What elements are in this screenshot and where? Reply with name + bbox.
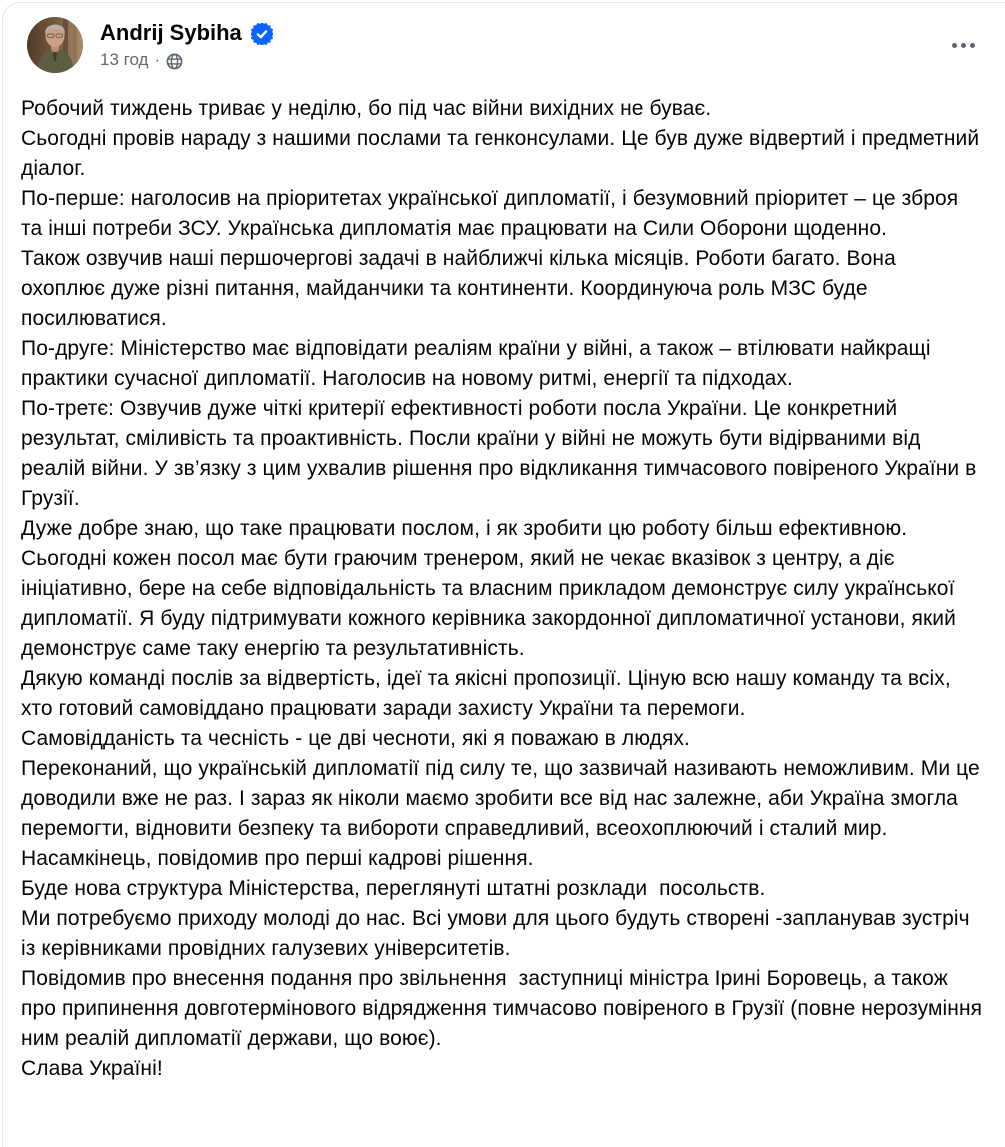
profile-avatar[interactable]: [27, 17, 83, 73]
post-paragraph: Насамкінець, повідомив про перші кадрові рішення.: [21, 847, 534, 870]
post-text: [3, 73, 1005, 1084]
ellipsis-dot: [952, 43, 957, 48]
post-paragraph: Дякую команді послів за відвертість, ідеї та якісні пропозиції. Ціную всю нашу команду та всіх, хто готовий самовіддано працювати заради захисту України та перемоги.: [21, 667, 957, 720]
post-paragraph: Сьогодні кожен посол має бути граючим тренером, який не чекає вказівок з центру, а діє ініціативно, бере на себе відповідальність та власним прикладом демонструє силу української дипломатії. Я буду підтримувати кожного керівника закордонної дипломатичної установи, який демонструє саме таку енергію та результативність.: [21, 547, 962, 660]
post-paragraph: Сьогодні провів нараду з нашими послами та генконсулами. Це був дуже відвертий і предметний діалог.: [21, 127, 986, 180]
post-paragraph: Слава Україні!: [21, 1057, 163, 1080]
post-paragraph: Переконаний, що українській дипломатії під силу те, що зазвичай називають неможливим. Ми це доводили вже не раз. І зараз як ніколи маємо зробити все від нас залежне, аби Україна змогла перемогти, відновити безпеку та вибороти справедливий, всеохоплюючий і сталий мир.: [21, 757, 986, 840]
post-paragraph: По-третє: Озвучив дуже чіткі критерії ефективності роботи посла України. Це конкретний результат, сміливість та проактивність. Посли країни у війні не можуть бути відірваними від реалій війни. У зв’язку з цим ухвалив рішення про відкликання тимчасового повіреного України в Грузії.: [21, 397, 983, 510]
ellipsis-dot: [961, 43, 966, 48]
post-paragraph: По-перше: наголосив на пріоритетах української дипломатії, і безумовний пріоритет – це зброя та інші потреби ЗСУ. Українська дипломатія має працювати на Сили Оборони щоденно.: [21, 187, 965, 240]
avatar-image: [27, 17, 83, 73]
timestamp[interactable]: 13 год: [100, 50, 149, 69]
post-meta-row: [100, 50, 273, 70]
post-paragraph: Робочий тиждень триває у неділю, бо під час війни вихідних не буває.: [21, 97, 712, 120]
verified-badge-icon: [251, 23, 273, 45]
post-paragraph: Самовідданість та чесність - це дві чесноти, які я поважаю в людях.: [21, 727, 690, 750]
post-paragraph: По-друге: Міністерство має відповідати реаліям країни у війні, а також – втілювати найкращі практики сучасної дипломатії. Наголосив на новому ритмі, енергії та підходах.: [21, 337, 937, 390]
meta-separator: ·: [154, 50, 161, 69]
public-globe-icon: [166, 53, 183, 70]
post-paragraph: Повідомив про внесення подання про звільнення заступниці міністра Ірині Боровець, а також про припинення довготермінового відрядження тимчасово повіреного в Грузії (повне нерозуміння ним реалій дипломатії держави, що воює).: [21, 967, 989, 1050]
post-paragraph: Буде нова структура Міністерства, переглянуті штатні розклади посольств.: [21, 877, 766, 900]
author-name[interactable]: Andrij Sybiha: [100, 20, 242, 45]
post-options-menu-button[interactable]: [943, 25, 983, 65]
post-paragraph: Також озвучив наші першочергові задачі в найближчі кілька місяців. Роботи багато. Вона охоплює дуже різні питання, майданчики та континенти. Координуюча роль МЗС буде посилюватися.: [21, 247, 902, 330]
header-meta: [100, 17, 273, 70]
post-paragraph: Дуже добре знаю, що таке працювати послом, і як зробити цю роботу більш ефективною.: [21, 517, 908, 540]
ellipsis-dot: [970, 43, 975, 48]
facebook-post-card: [2, 2, 1005, 1147]
post-header: [3, 3, 1005, 73]
post-paragraph: Ми потребуємо приходу молоді до нас. Всі умови для цього будуть створені -запланував зустріч із керівниками провідних галузевих університетів.: [21, 907, 976, 960]
